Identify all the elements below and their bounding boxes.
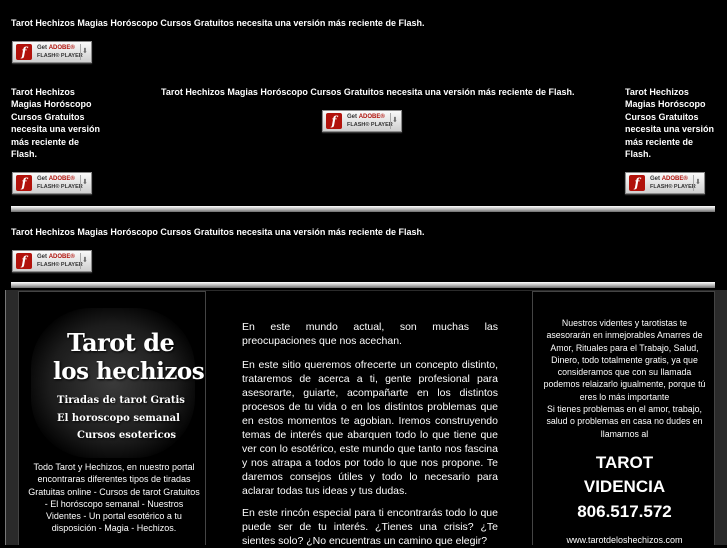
- left-column: [18, 291, 206, 545]
- download-arrow-icon: ⬇: [80, 175, 89, 191]
- flash-player-label: FLASH® PLAYER: [650, 184, 696, 190]
- flash-adobe-label: ADOBE®: [661, 176, 688, 182]
- get-flash-player-button[interactable]: [12, 41, 92, 63]
- website-url[interactable]: www.tarotdeloshechizos.com: [566, 535, 683, 545]
- get-flash-player-button[interactable]: [12, 172, 92, 194]
- flash-notice-right: Tarot Hechizos Magias Horóscopo Cursos Gratuitos necesita una versión más reciente de Flash.: [625, 87, 715, 160]
- flash-player-label: FLASH® PLAYER: [37, 262, 83, 268]
- logo-sub-tiradas: Tiradas de tarot Gratis: [57, 395, 185, 406]
- flash-notice-bottom: Tarot Hechizos Magias Horóscopo Cursos Gratuitos necesita una versión más reciente de Flash.: [11, 227, 425, 237]
- right-paragraph-1: Nuestros videntes y tarotistas te asesorarán en inmejorables Amarres de Amor, Rituales para el Trabajo, Salud, Dinero, todo totalmente gratis, ya que consideramos que con su llamada podemos relaizarlo igualmente, porque tú eres lo más importante: [543, 318, 706, 402]
- main-column: [206, 291, 532, 545]
- flash-logo-icon: f: [629, 175, 645, 191]
- flash-logo-icon: f: [16, 44, 32, 60]
- left-intro-text: Todo Tarot y Hechizos, en nuestro portal encontraras diferentes tipos de tiradas Gratuitas online - Cursos de tarot Gratuitos - El horóscopo semanal - Nuestros Videntes - Un portal esotérico a tu disposición - Magia - Hechizos.: [28, 462, 200, 534]
- main-paragraph-2: En este sitio queremos ofrecerte un concepto distinto, trataremos de acerca a ti, gente profesional para asesorarte, guiarte, acompañarte en los distintos procesos de tu vida o en los distintos problemas que en estos momentos te agobian. Iremos construyendo temas de interés que abarquen todo lo que tiene que ver con lo esotérico, este mundo que tanto nos fascina y nos atrapa a todos por todo lo que nos propone. Te daremos consejos útiles y todo lo necesario para aclarar todas tus ideas y tus dudas.: [242, 359, 498, 497]
- flash-notice-center: Tarot Hechizos Magias Horóscopo Cursos Gratuitos necesita una versión más reciente de Flash.: [161, 87, 575, 97]
- download-arrow-icon: ⬇: [80, 253, 89, 269]
- get-flash-player-button[interactable]: [322, 110, 402, 132]
- flash-notice-left: Tarot Hechizos Magias Horóscopo Cursos Gratuitos necesita una versión más reciente de Flash.: [11, 87, 101, 160]
- flash-get-label: Get: [37, 254, 48, 260]
- main-paragraph-1: En este mundo actual, son muchas las preocupaciones que nos acechan.: [242, 321, 498, 347]
- logo-sub-cursos: Cursos esotericos: [77, 430, 177, 441]
- brand-videncia: VIDENCIA: [583, 477, 666, 496]
- separator-bar: [11, 282, 715, 288]
- download-arrow-icon: ⬇: [80, 44, 89, 60]
- flash-player-label: FLASH® PLAYER: [37, 184, 83, 190]
- flash-logo-icon: f: [16, 175, 32, 191]
- flash-get-label: Get: [37, 45, 48, 51]
- flash-player-label: FLASH® PLAYER: [37, 53, 83, 59]
- flash-get-label: Get: [650, 176, 661, 182]
- flash-adobe-label: ADOBE®: [48, 254, 75, 260]
- flash-adobe-label: ADOBE®: [48, 45, 75, 51]
- logo-title-line1: Tarot de: [67, 328, 175, 357]
- logo-title-line2: los hechizos: [53, 358, 205, 385]
- get-flash-player-button[interactable]: [12, 250, 92, 272]
- flash-logo-icon: f: [16, 253, 32, 269]
- site-logo[interactable]: [31, 308, 205, 458]
- flash-player-label: FLASH® PLAYER: [347, 122, 393, 128]
- download-arrow-icon: ⬇: [390, 113, 399, 129]
- logo-sub-horoscopo: El horoscopo semanal: [57, 413, 180, 424]
- main-paragraph-3: En este rincón especial para ti encontrarás todo lo que puede ser de tu interés. ¿Tienes una crisis? ¿Te sientes solo? ¿No encuentras un camino que elegir?: [242, 507, 498, 547]
- flash-get-label: Get: [347, 114, 358, 120]
- flash-notice-top: Tarot Hechizos Magias Horóscopo Cursos Gratuitos necesita una versión más reciente de Flash.: [11, 18, 425, 28]
- flash-get-label: Get: [37, 176, 48, 182]
- phone-number[interactable]: 806.517.572: [577, 502, 672, 521]
- right-column: [532, 291, 715, 545]
- download-arrow-icon: ⬇: [693, 175, 702, 191]
- right-paragraph-2: Si tienes problemas en el amor, trabajo, salud o problemas en casa no dudes en llamarnos al: [546, 404, 703, 439]
- flash-adobe-label: ADOBE®: [358, 114, 385, 120]
- get-flash-player-button[interactable]: [625, 172, 705, 194]
- separator-bar: [11, 206, 715, 212]
- flash-adobe-label: ADOBE®: [48, 176, 75, 182]
- flash-logo-icon: f: [326, 113, 342, 129]
- brand-tarot: TAROT: [595, 453, 654, 472]
